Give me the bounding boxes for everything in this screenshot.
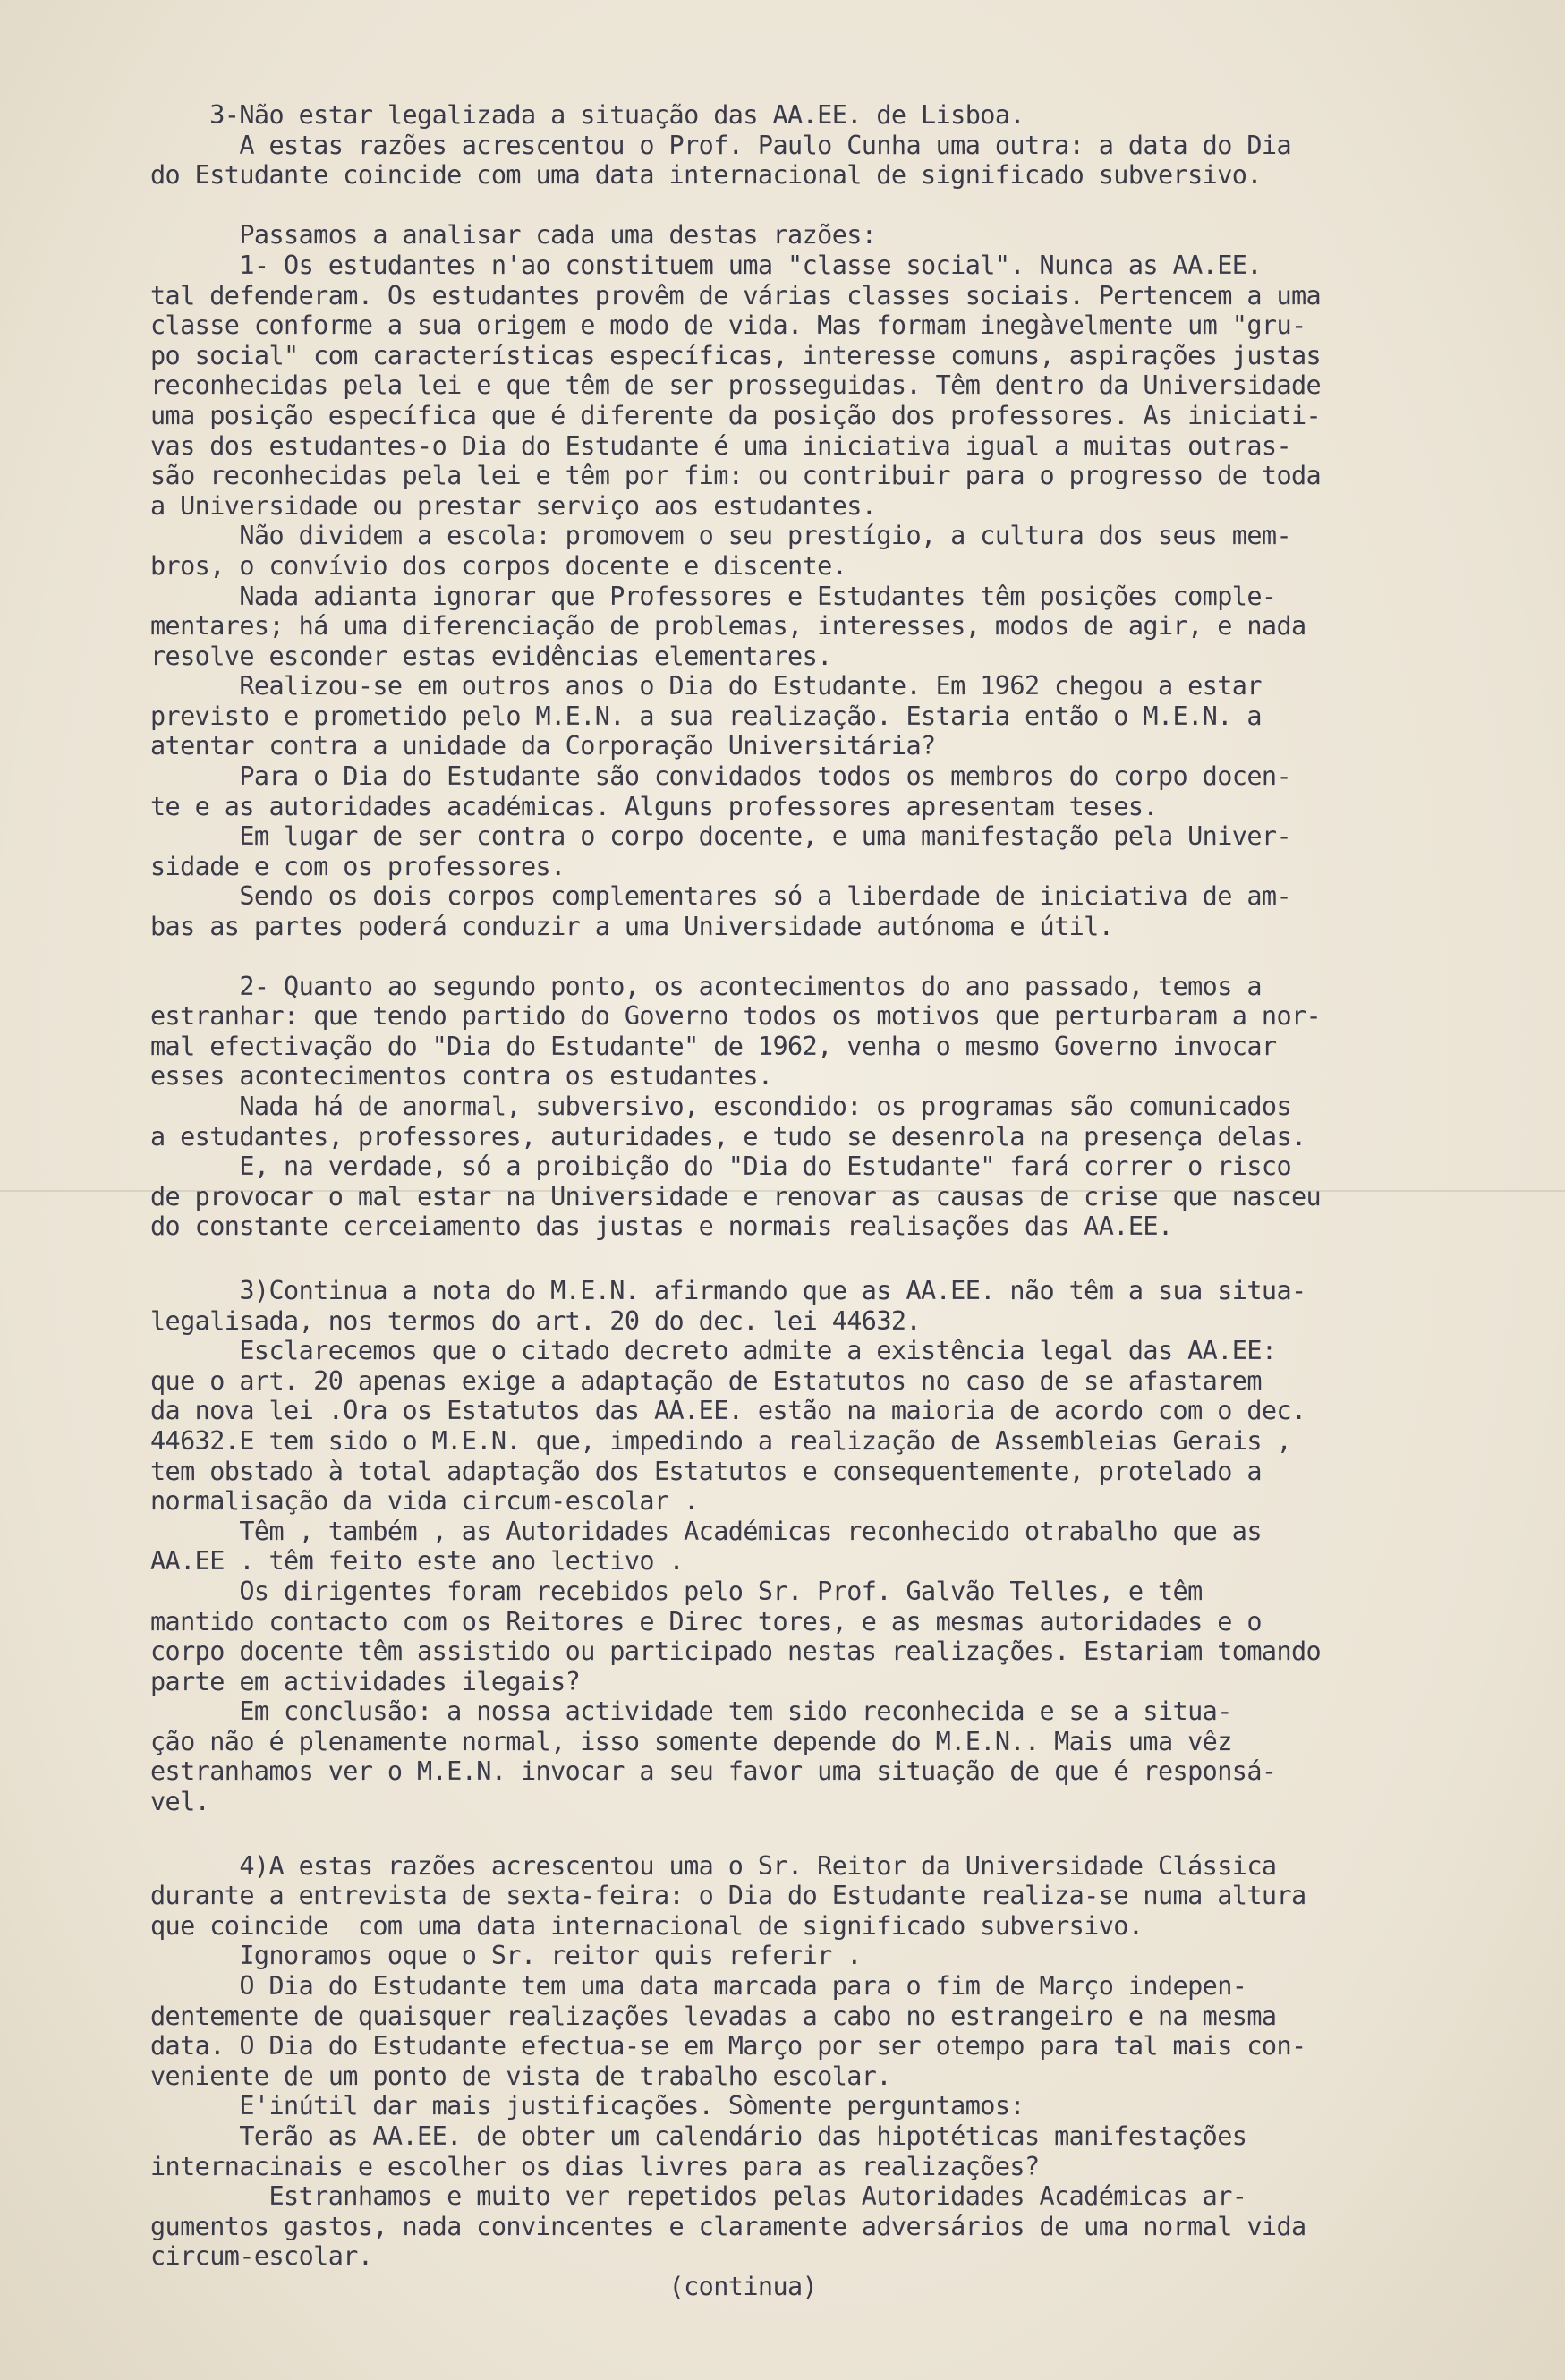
text-line: a Universidade ou prestar serviço aos estudantes. [150,490,877,521]
text-line: data. O Dia do Estudante efectua-se em Março por ser otempo para tal mais con- [150,2031,1306,2061]
text-line: A estas razões acrescentou o Prof. Paulo Cunha uma outra: a data do Dia [150,130,1292,160]
text-line: E, na verdade, só a proibição do "Dia do Estudante" fará correr o risco [150,1152,1292,1182]
text-line: tal defenderam. Os estudantes provêm de várias classes sociais. Pertencem a uma [150,280,1322,310]
text-line: 3)Continua a nota do M.E.N. afirmando que as AA.EE. não têm a sua situa- [150,1275,1306,1305]
analysis-point-1 [150,220,1439,941]
text-line: O Dia do Estudante tem uma data marcada para o fim de Março indepen- [150,1971,1247,2002]
text-line: Esclarecemos que o citado decreto admite a existência legal das AA.EE: [150,1336,1277,1366]
text-line: atentar contra a unidade da Corporação Universitária? [150,731,936,761]
text-line: normalisação da vida circum-escolar . [150,1486,699,1517]
text-line: previsto e prometido pelo M.E.N. a sua realização. Estaria então o M.E.N. a [150,701,1262,731]
text-line: parte em actividades ilegais? [150,1666,581,1696]
text-line: 1- Os estudantes n'ao constituem uma "classe social". Nunca as AA.EE. [150,250,1262,280]
paragraph-gap [150,942,1439,972]
text-line: mal efectivação do "Dia do Estudante" de 1962, venha o mesmo Governo invocar [150,1031,1277,1061]
text-line: Realizou-se em outros anos o Dia do Estudante. Em 1962 chegou a estar [150,671,1262,701]
text-line: mentares; há uma diferenciação de problemas, interesses, modos de agir, e nada [150,611,1306,642]
text-line: dentemente de quaisquer realizações levadas a cabo no estrangeiro e na mesma [150,2001,1277,2031]
text-line: Estranhamos e muito ver repetidos pelas Autoridades Académicas ar- [150,2181,1247,2212]
text-line: po social" com características específicas, interesse comuns, aspirações justas [150,340,1322,370]
text-line: vel. [150,1787,210,1817]
text-line: Os dirigentes foram recebidos pelo Sr. Prof. Galvão Telles, e têm [150,1576,1203,1606]
text-line: Passamos a analisar cada uma destas razões: [150,220,877,251]
analysis-point-4 [150,1851,1439,2302]
text-line: (continua) [150,2271,818,2301]
text-line: tem obstado à total adaptação dos Estatutos e consequentemente, protelado a [150,1456,1262,1486]
text-line: do Estudante coincide com uma data internacional de significado subversivo. [150,160,1262,191]
text-line: legalisada, nos termos do art. 20 do dec. lei 44632. [150,1305,922,1336]
text-line: que coincide com uma data internacional de significado subversivo. [150,1910,1144,1941]
text-line: da nova lei .Ora os Estatutos das AA.EE. estão na maioria de acordo com o dec. [150,1396,1306,1426]
text-line: Em conclusão: a nossa actividade tem sido reconhecida e se a situa- [150,1696,1232,1727]
text-line: sidade e com os professores. [150,851,566,881]
text-line: Para o Dia do Estudante são convidados todos os membros do corpo docen- [150,761,1292,792]
text-line: Sendo os dois corpos complementares só a liberdade de iniciativa de am- [150,881,1292,912]
text-line: Terão as AA.EE. de obter um calendário das hipotéticas manifestações [150,2121,1247,2151]
text-line: AA.EE . têm feito este ano lectivo . [150,1546,685,1577]
text-line: ção não é plenamente normal, isso somente depende do M.E.N.. Mais uma vêz [150,1726,1232,1756]
text-line: internacinais e escolher os dias livres para as realizações? [150,2151,1040,2181]
text-line: bros, o convívio dos corpos docente e discente. [150,550,847,581]
text-line: 44632.E tem sido o M.E.N. que, impedindo a realização de Assembleias Gerais , [150,1425,1292,1456]
text-line: que o art. 20 apenas exige a adaptação de Estatutos no caso de se afastarem [150,1365,1262,1396]
text-line: gumentos gastos, nada convincentes e claramente adversários de uma normal vida [150,2211,1306,2241]
text-line: do constante cerceiamento das justas e normais realisações das AA.EE. [150,1211,1173,1242]
text-line: te e as autoridades académicas. Alguns professores apresentam teses. [150,791,1158,821]
text-line: Nada há de anormal, subversivo, escondido: os programas são comunicados [150,1092,1292,1121]
text-line: Têm , também , as Autoridades Académicas reconhecido otrabalho que as [150,1516,1262,1546]
text-line: vas dos estudantes-o Dia do Estudante é uma iniciativa igual a muitas outras- [150,430,1292,461]
text-line: E'inútil dar mais justificações. Sòmente perguntamos: [150,2091,1025,2121]
text-line: estranhamos ver o M.E.N. invocar a seu favor uma situação de que é responsá- [150,1756,1277,1787]
text-line: de provocar o mal estar na Universidade e renovar as causas de crise que nasceu [150,1181,1322,1211]
text-line: corpo docente têm assistido ou participado nestas realizações. Estariam tomando [150,1636,1322,1667]
text-line: 2- Quanto ao segundo ponto, os acontecimentos do ano passado, temos a [150,971,1262,1001]
text-line: reconhecidas pela lei e que têm de ser prosseguidas. Têm dentro da Universidade [150,370,1322,401]
text-line: bas as partes poderá conduzir a uma Universidade autónoma e útil. [150,912,1114,942]
text-line: são reconhecidas pela lei e têm por fim: ou contribuir para o progresso de toda [150,461,1322,491]
text-line: durante a entrevista de sexta-feira: o Dia do Estudante realiza-se numa altura [150,1881,1306,1911]
text-line: veniente de um ponto de vista de trabalho escolar. [150,2061,891,2091]
analysis-point-3 [150,1276,1439,1817]
text-line: estranhar: que tendo partido do Governo todos os motivos que perturbaram a nor- [150,1001,1322,1032]
typed-text-body [150,100,1439,2302]
text-line: classe conforme a sua origem e modo de vida. Mas formam inegàvelmente um "gru- [150,310,1306,341]
text-line: circum-escolar. [150,2241,373,2272]
analysis-point-2 [150,972,1439,1242]
text-line: 4)A estas razões acrescentou uma o Sr. Reitor da Universidade Clássica [150,1850,1277,1881]
text-line: uma posição específica que é diferente da posição dos professores. As iniciati- [150,400,1322,430]
text-line: Nada adianta ignorar que Professores e Estudantes têm posições comple- [150,581,1277,611]
text-line: Ignoramos oque o Sr. reitor quis referir . [150,1941,862,1971]
text-line: esses acontecimentos contra os estudantes. [150,1061,773,1092]
text-line: 3-Não estar legalizada a situação das AA.EE. de Lisboa. [150,100,1025,130]
point-3-intro [150,100,1439,191]
text-line: resolve esconder estas evidências elementares. [150,641,832,671]
paragraph-gap [150,1242,1439,1276]
text-line: Não dividem a escola: promovem o seu prestígio, a cultura dos seus mem- [150,521,1292,551]
text-line: mantido contacto com os Reitores e Direc tores, e as mesmas autoridades e o [150,1606,1262,1636]
paragraph-gap [150,1817,1439,1851]
text-line: Em lugar de ser contra o corpo docente, e uma manifestação pela Univer- [150,821,1292,852]
paragraph-gap [150,191,1439,221]
text-line: a estudantes, professores, auturidades, e tudo se desenrola na presença delas. [150,1121,1306,1152]
